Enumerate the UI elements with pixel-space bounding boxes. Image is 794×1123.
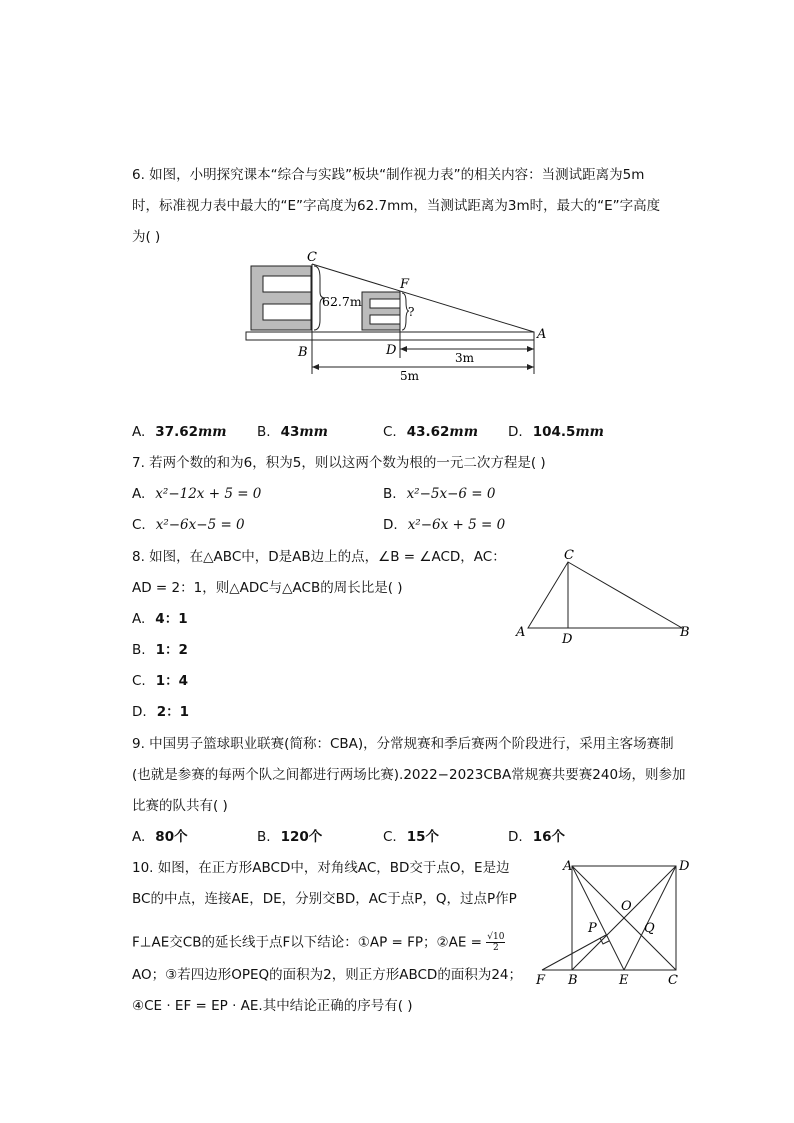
q9-option-b[interactable]: B. 120个 [257,829,323,845]
q6-option-c[interactable]: C. 43.62mm [383,424,478,440]
q10-label-F: F [536,973,546,987]
q10-label-P: P [588,921,597,936]
q6-line3: 为( ) [132,229,161,245]
q9-line1: 9. 中国男子篮球职业联赛(简称：CBA)，分常规赛和季后赛两个阶段进行，采用主客场赛制 [132,736,674,752]
q8-line1: 8. 如图，在△ABC中，D是AB边上的点，∠B = ∠ACD，AC： [132,549,506,565]
q6-label-F: F [400,277,410,292]
q6-label-D: D [386,343,397,358]
q8-label-C: C [564,548,574,563]
q6-base [246,332,534,340]
q6-figure [240,248,560,388]
q10-label-B: B [568,973,578,987]
q10-label-C: C [668,973,678,987]
q6-option-b[interactable]: B. 43mm [257,424,328,440]
q10-line1: 10. 如图，在正方形ABCD中，对角线AC，BD交于点O，E是边 [132,860,510,876]
q8-label-A: A [516,625,526,640]
q8-triangle [528,562,682,628]
q9-option-d[interactable]: D. 16个 [508,829,565,845]
q10-label-Q: Q [644,921,655,936]
q8-label-D: D [562,632,573,647]
q10-line4: AO；③若四边形OPEQ的面积为2，则正方形ABCD的面积为24； [132,967,522,983]
q6-label-B: B [298,345,308,360]
q9-line3: 比赛的队共有( ) [132,798,228,814]
q7-stem: 7. 若两个数的和为6，积为5，则以这两个数为根的一元二次方程是( ) [132,455,546,471]
q6-dist-3m: 3m [455,351,475,365]
q8-option-a[interactable]: A. 4：1 [132,611,188,627]
q10-label-O: O [621,899,632,914]
q10-label-E: E [619,973,629,987]
q7-option-d[interactable]: D. x²−6x + 5 = 0 [383,517,506,533]
q8-line2: AD = 2：1，则△ADC与△ACB的周长比是( ) [132,580,403,596]
q10-label-D: D [679,859,690,874]
q8-option-b[interactable]: B. 1：2 [132,642,188,658]
q6-dist-5m: 5m [400,369,420,383]
q8-option-c[interactable]: C. 1：4 [132,673,189,689]
q6-option-d[interactable]: D. 104.5mm [508,424,604,440]
q10-fraction: $\frac{√10}{2}$ [487,932,505,953]
q6-height-label: 62.7m [322,294,362,309]
q6-question-label: ? [408,305,415,319]
q7-option-b[interactable]: B. x²−5x−6 = 0 [383,486,496,502]
q9-option-a[interactable]: A. 80个 [132,829,188,845]
q7-option-a[interactable]: A. x²−12x + 5 = 0 [132,486,262,502]
q10-line3: F⊥AE交CB的延长线于点F以下结论：①AP = FP；②AE = $\frac{√10}{2}$ [132,932,505,953]
q9-option-c[interactable]: C. 15个 [383,829,440,845]
q6-line1: 6. 如图，小明探究课本“综合与实践”板块“制作视力表”的相关内容：当测试距离为5m [132,167,645,183]
q10-segment-DE [624,866,676,970]
q9-line2: (也就是参赛的每两个队之间都进行两场比赛).2022−2023CBA常规赛共要赛240场，则参加 [132,767,686,783]
q10-line2: BC的中点，连接AE，DE，分别交BD，AC于点P，Q，过点P作P [132,891,517,907]
q10-figure [530,852,700,987]
q10-label-A: A [563,859,573,874]
q10-line5: ④CE · EF = EP · AE.其中结论正确的序号有( ) [132,998,413,1014]
q7-option-c[interactable]: C. x²−6x−5 = 0 [132,517,245,533]
q10-segment-AE [572,866,624,970]
q10-segment-PF [542,935,606,970]
q6-line2: 时，标准视力表中最大的“E”字高度为62.7mm，当测试距离为3m时，最大的“E”字高度 [132,198,661,214]
q6-label-C: C [307,250,317,265]
q6-label-A: A [537,327,547,342]
q6-option-a[interactable]: A. 37.62mm [132,424,227,440]
q8-figure [510,548,700,648]
q8-option-d[interactable]: D. 2：1 [132,704,189,720]
q8-label-B: B [680,625,690,640]
